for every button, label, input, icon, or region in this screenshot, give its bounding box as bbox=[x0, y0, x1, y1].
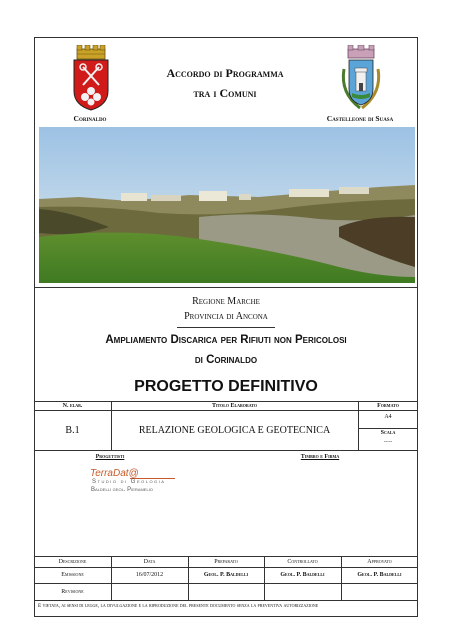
formato-divider bbox=[358, 428, 418, 429]
info-table-top bbox=[34, 401, 418, 402]
rev-table-bottom bbox=[34, 600, 418, 601]
company-line3: Baldelli geol. Pieramelio bbox=[91, 487, 153, 493]
company-line2: Studio di Geologia bbox=[92, 479, 166, 485]
photo-divider bbox=[34, 287, 418, 288]
region-line2: Provincia di Ancona bbox=[184, 311, 268, 322]
rev-header-preparato: Preparato bbox=[214, 559, 238, 565]
scala-value: ----- bbox=[383, 440, 393, 445]
project-title-line1: Ampliamento Discarica per Rifiuti non Pericolosi bbox=[105, 334, 347, 346]
elab-number: B.1 bbox=[65, 425, 80, 436]
rev-header-controllato: Controllato bbox=[287, 559, 318, 565]
footer-notice: È vietata, ai sensi di legge, la divulgazione e la riproduzione del presente documento senza la preventiva autorizzazione bbox=[38, 603, 319, 609]
corinaldo-coat-of-arms bbox=[70, 45, 112, 111]
rev-revisione-label: Revisione bbox=[61, 589, 84, 595]
rev-row-approvato: Geol. P. Baldelli bbox=[357, 572, 402, 578]
rev-row-preparato: Geol. P. Baldelli bbox=[203, 572, 249, 578]
project-title-line2: di Corinaldo bbox=[194, 354, 258, 366]
landscape-photo bbox=[39, 127, 415, 283]
scala-label: Scala bbox=[380, 430, 396, 436]
header-titolo: Titolo Elaborato bbox=[211, 403, 258, 409]
rev-table-row-bottom bbox=[34, 583, 418, 584]
right-comune-label: Castelleone di Suasa bbox=[326, 114, 394, 123]
rev-table-header-bottom bbox=[34, 567, 418, 568]
company-logo-text: TerraDat@ bbox=[90, 468, 139, 479]
info-table-header-bottom bbox=[34, 410, 418, 411]
project-phase: PROGETTO DEFINITIVO bbox=[134, 378, 318, 395]
rev-table-top bbox=[34, 556, 418, 557]
elab-title: RELAZIONE GEOLOGICA E GEOTECNICA bbox=[138, 425, 331, 436]
rev-row-controllato: Geol. P. Baldelli bbox=[280, 572, 325, 578]
header-n-elab: N. elab. bbox=[62, 403, 83, 409]
agreement-title-line1: Accordo di Programma bbox=[166, 66, 284, 80]
left-comune-label: Corinaldo bbox=[73, 114, 107, 123]
castelleone-coat-of-arms bbox=[338, 45, 384, 111]
rev-header-data: Data bbox=[143, 559, 156, 565]
region-line1: Regione Marche bbox=[192, 296, 260, 307]
progettisti-label: Progettisti bbox=[95, 454, 125, 460]
rev-row-descrizione: Emissione bbox=[61, 572, 84, 578]
header-formato: Formato bbox=[377, 403, 399, 409]
formato-value: A4 bbox=[384, 414, 392, 420]
region-underline bbox=[177, 327, 275, 328]
rev-row-data: 16/07/2012 bbox=[135, 572, 164, 578]
info-table-bottom bbox=[34, 450, 418, 451]
agreement-title-line2: tra i Comuni bbox=[193, 86, 257, 100]
rev-header-approvato: Approvato bbox=[367, 559, 392, 565]
rev-header-descrizione: Descrizione bbox=[58, 559, 87, 565]
timbro-label: Timbro e Firma bbox=[300, 454, 340, 460]
